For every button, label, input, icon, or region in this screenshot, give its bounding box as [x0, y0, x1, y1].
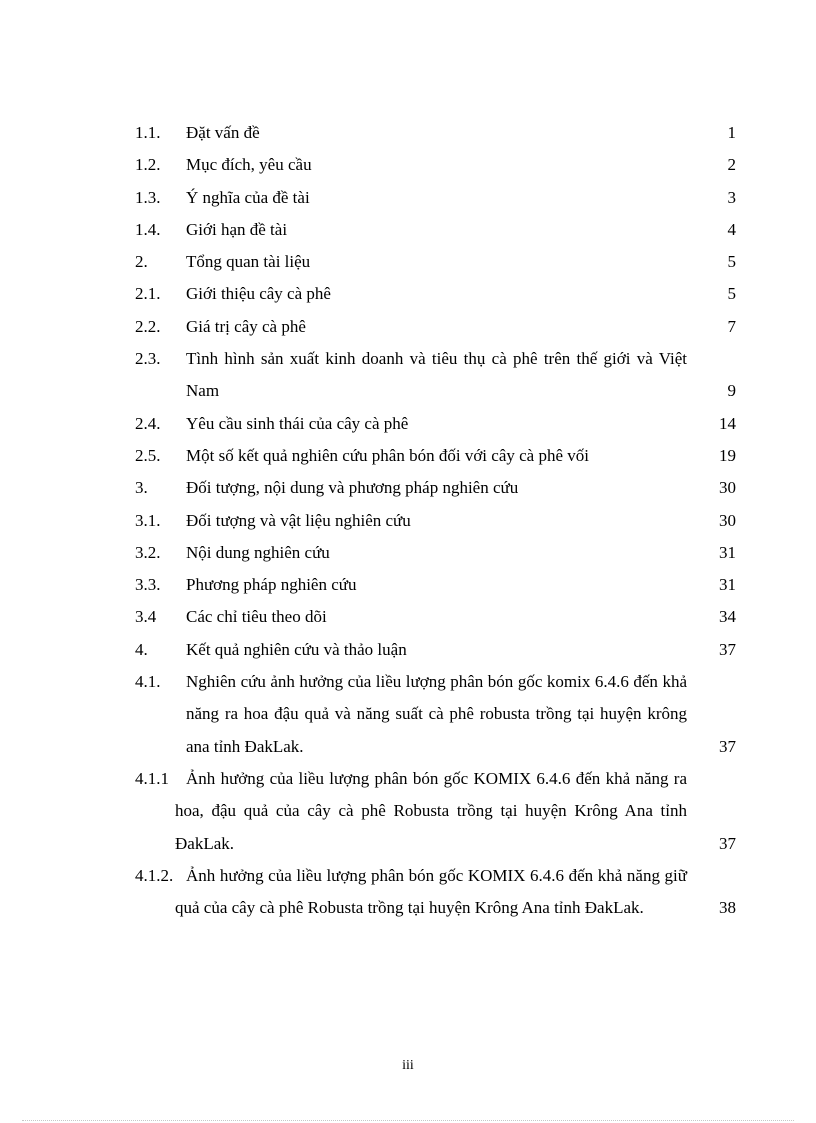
- toc-entry: [0, 149, 816, 181]
- toc-number: 2.5.: [135, 445, 161, 465]
- toc-title: Nội dung nghiên cứu: [186, 542, 330, 562]
- toc-title: Giới hạn đề tài: [186, 219, 288, 239]
- toc-page: 1: [727, 123, 736, 142]
- page-number-footer: iii: [402, 1058, 414, 1073]
- toc-number: 3.4: [135, 607, 157, 627]
- table-of-contents: [0, 117, 816, 924]
- toc-number: 2.4.: [135, 413, 161, 433]
- toc-entry: [0, 472, 816, 504]
- toc-number: 2.: [135, 252, 148, 272]
- toc-page: 37: [719, 736, 736, 756]
- toc-page: 37: [719, 833, 736, 853]
- toc-page: 19: [719, 445, 736, 465]
- toc-entry: [0, 601, 816, 633]
- toc-entry: [0, 311, 816, 343]
- toc-title: Đặt vấn đề: [186, 123, 260, 142]
- toc-entry: [0, 408, 816, 440]
- toc-entry: [0, 182, 816, 214]
- toc-page: 9: [727, 381, 736, 401]
- toc-entry: [0, 117, 816, 149]
- page-bottom-divider: [22, 1120, 794, 1121]
- toc-page: 5: [727, 252, 736, 272]
- toc-title: Tình hình sản xuất kinh doanh và tiêu thụ cà phê trên thế giới và Việt Nam: [186, 349, 687, 401]
- toc-page: 30: [719, 478, 736, 498]
- toc-title: Mục đích, yêu cầu: [186, 155, 312, 175]
- toc-entry: [0, 666, 816, 763]
- toc-page: 37: [719, 639, 736, 659]
- toc-entry: [0, 569, 816, 601]
- toc-number: 4.1.1: [135, 768, 169, 788]
- toc-title: Đối tượng và vật liệu nghiên cứu: [186, 510, 411, 530]
- toc-entry: [0, 860, 816, 925]
- toc-page: 31: [719, 575, 736, 595]
- toc-number: 3.1.: [135, 510, 161, 530]
- toc-number: 3.3.: [135, 575, 161, 595]
- toc-page: 31: [719, 542, 736, 562]
- toc-entry: [0, 214, 816, 246]
- toc-title: Kết quả nghiên cứu và thảo luận: [186, 639, 407, 659]
- toc-number: 4.1.2.: [135, 865, 174, 885]
- toc-page: 7: [727, 316, 736, 336]
- toc-entry: [0, 440, 816, 472]
- toc-title: Đối tượng, nội dung và phương pháp nghiên cứu: [186, 478, 519, 498]
- toc-number: 1.2.: [135, 155, 161, 175]
- toc-number: 2.2.: [135, 316, 161, 336]
- toc-page: 34: [719, 607, 736, 627]
- toc-title: Phương pháp nghiên cứu: [186, 575, 357, 595]
- toc-number: 2.1.: [135, 284, 161, 304]
- toc-page: 5: [727, 284, 736, 304]
- toc-page: 30: [719, 510, 736, 530]
- toc-title: Nghiên cứu ảnh hưởng của liều lượng phân bón gốc komix 6.4.6 đến khả năng ra hoa đậu quả và năng suất cà phê robusta trồng tại huyện krông ana tỉnh ĐakLak.: [186, 672, 687, 756]
- toc-title: Tổng quan tài liệu: [186, 252, 311, 272]
- toc-title: Yêu cầu sinh thái của cây cà phê: [186, 413, 409, 433]
- toc-title: Giới thiệu cây cà phê: [186, 284, 331, 304]
- toc-number: 4.: [135, 639, 148, 659]
- toc-entry: [0, 505, 816, 537]
- toc-title: Ảnh hưởng của liều lượng phân bón gốc KOMIX 6.4.6 đến khả năng ra hoa, đậu quả của cây cà phê Robusta trồng tại huyện Krông Ana tỉnh ĐakLak.: [175, 768, 687, 853]
- toc-page: 3: [727, 187, 736, 207]
- toc-title: Ý nghĩa của đề tài: [186, 187, 310, 207]
- toc-entry: [0, 537, 816, 569]
- toc-entry: [0, 763, 816, 860]
- toc-entry: [0, 343, 816, 408]
- toc-number: 3.2.: [135, 542, 161, 562]
- toc-number: 4.1.: [135, 672, 161, 692]
- toc-page: 38: [719, 898, 736, 918]
- toc-number: 1.4.: [135, 219, 161, 239]
- toc-entry: [0, 246, 816, 278]
- toc-title: Ảnh hưởng của liều lượng phân bón gốc KOMIX 6.4.6 đến khả năng giữ quả của cây cà phê Robusta trồng tại huyện Krông Ana tỉnh ĐakLak.: [175, 865, 687, 918]
- toc-number: 2.3.: [135, 349, 161, 369]
- toc-title: Một số kết quả nghiên cứu phân bón đối với cây cà phê vối: [186, 445, 589, 465]
- toc-number: 3.: [135, 478, 148, 498]
- toc-title: Giá trị cây cà phê: [186, 316, 306, 336]
- toc-number: 1.3.: [135, 187, 161, 207]
- toc-entry: [0, 278, 816, 310]
- toc-number: 1.1.: [135, 123, 161, 142]
- toc-page: 2: [727, 155, 736, 175]
- toc-page: 14: [719, 413, 736, 433]
- toc-page: 4: [727, 219, 736, 239]
- toc-entry: [0, 634, 816, 666]
- toc-title: Các chỉ tiêu theo dõi: [186, 607, 327, 627]
